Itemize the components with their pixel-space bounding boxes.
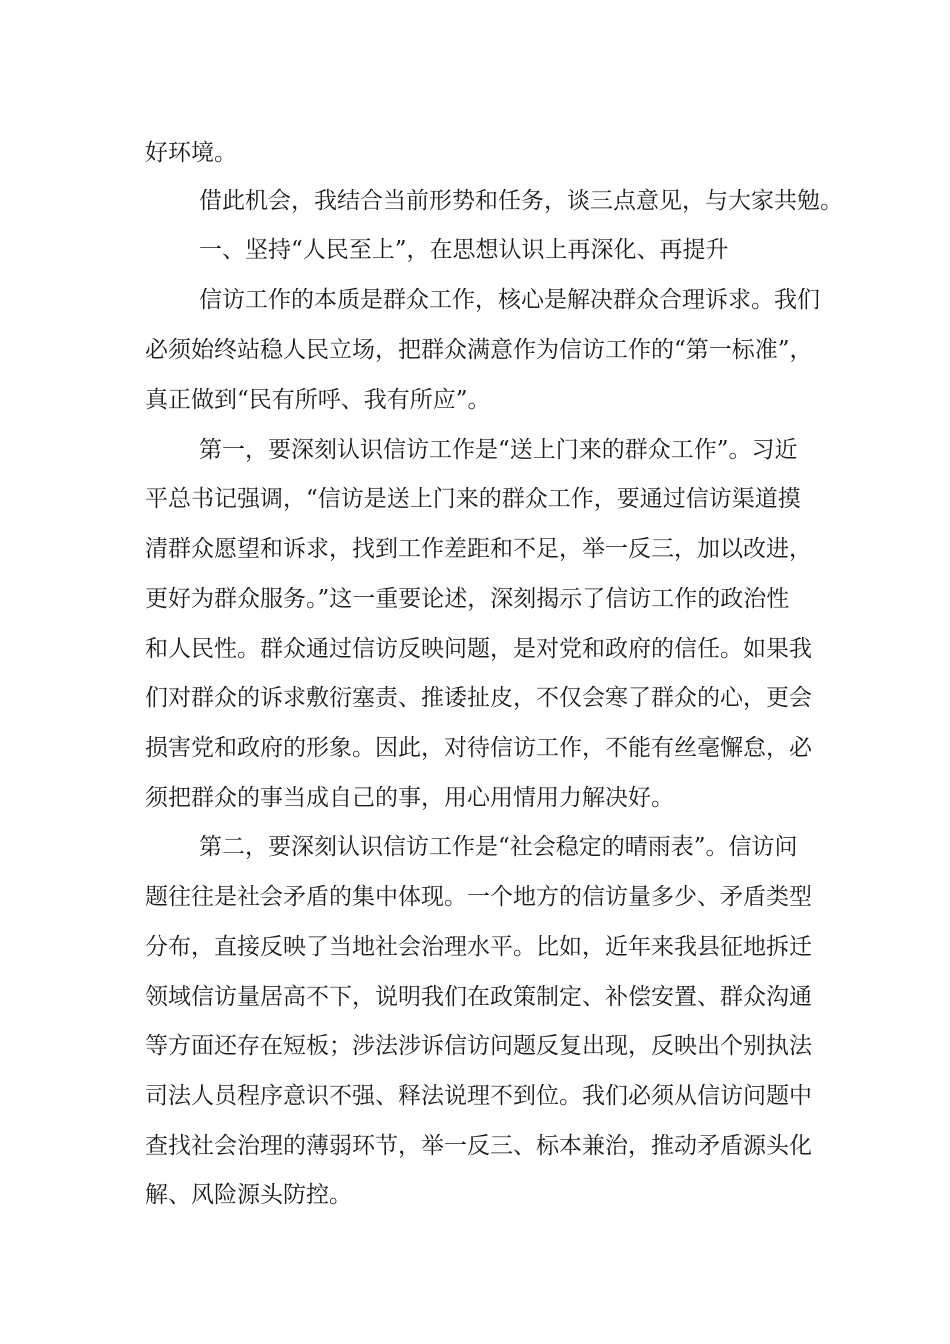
paragraph-line: 借此机会，我结合当前形势和任务，谈三点意见，与大家共勉。 — [199, 188, 843, 214]
text-line: 损害党和政府的形象。因此，对待信访工作，不能有丝毫懈怠，必 — [145, 735, 812, 761]
text-line: 清群众愿望和诉求，找到工作差距和不足，举一反三，加以改进， — [145, 536, 812, 562]
text-line: 司法人员程序意识不强、释法说理不到位。我们必须从信访问题中 — [145, 1083, 812, 1109]
text-line: 解、风险源头防控。 — [145, 1182, 352, 1208]
text-line: 分布，直接反映了当地社会治理水平。比如，近年来我县征地拆迁 — [145, 934, 812, 960]
text-line: 题往往是社会矛盾的集中体现。一个地方的信访量多少、矛盾类型 — [145, 884, 812, 910]
section-heading: 一、坚持“人民至上”，在思想认识上再深化、再提升 — [199, 237, 729, 263]
paragraph-line: 信访工作的本质是群众工作，核心是解决群众合理诉求。我们 — [199, 287, 820, 313]
text-line: 查找社会治理的薄弱环节，举一反三、标本兼治，推动矛盾源头化 — [145, 1133, 812, 1159]
text-line: 领域信访量居高不下，说明我们在政策制定、补偿安置、群众沟通 — [145, 984, 812, 1010]
text-line: 更好为群众服务。”这一重要论述，深刻揭示了信访工作的政治性 — [145, 586, 790, 612]
paragraph-line: 第二，要深刻认识信访工作是“社会稳定的晴雨表”。信访问 — [199, 834, 798, 860]
text-line: 须把群众的事当成自己的事，用心用情用力解决好。 — [145, 785, 674, 811]
text-line: 平总书记强调，“信访是送上门来的群众工作，要通过信访渠道摸 — [145, 486, 801, 512]
text-line: 和人民性。群众通过信访反映问题，是对党和政府的信任。如果我 — [145, 636, 812, 662]
text-line: 们对群众的诉求敷衍塞责、推诿扯皮，不仅会寒了群众的心，更会 — [145, 685, 812, 711]
text-line: 真正做到“民有所呼、我有所应”。 — [145, 387, 491, 413]
text-line: 等方面还存在短板；涉法涉诉信访问题反复出现，反映出个别执法 — [145, 1033, 812, 1059]
paragraph-line: 第一，要深刻认识信访工作是“送上门来的群众工作”。习近 — [199, 437, 798, 463]
text-line: 好环境。 — [145, 140, 237, 166]
text-line: 必须始终站稳人民立场，把群众满意作为信访工作的“第一标准”， — [145, 337, 813, 363]
